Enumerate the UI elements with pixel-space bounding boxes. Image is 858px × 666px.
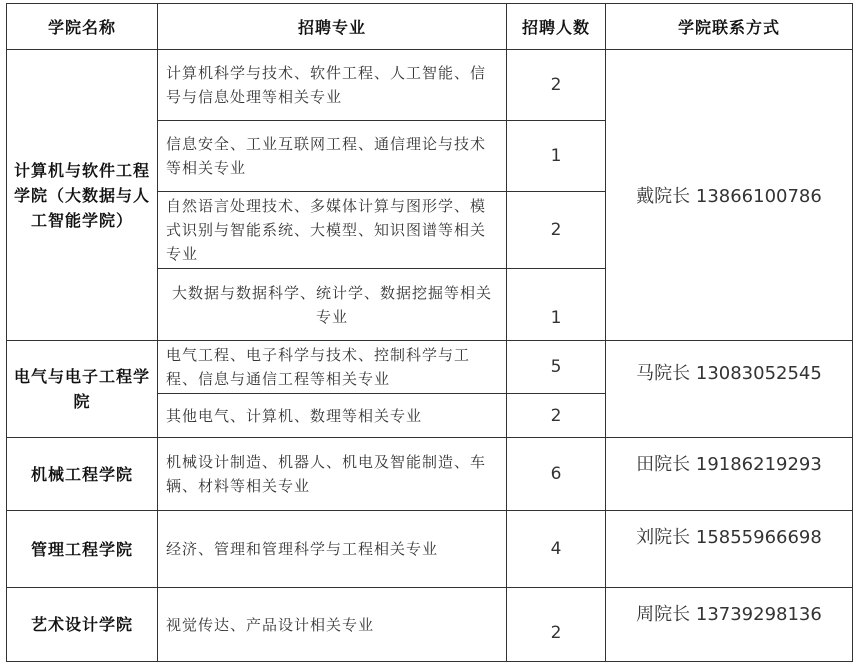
count-cell: 2 bbox=[507, 588, 606, 662]
major-cell: 机械设计制造、机器人、机电及智能制造、车辆、材料等相关专业 bbox=[158, 438, 507, 511]
college-name: 机械工程学院 bbox=[7, 438, 158, 511]
major-cell: 信息安全、工业互联网工程、通信理论与技术等相关专业 bbox=[158, 121, 507, 192]
count-cell: 1 bbox=[507, 269, 606, 341]
major-cell: 视觉传达、产品设计相关专业 bbox=[158, 588, 507, 662]
college-name: 艺术设计学院 bbox=[7, 588, 158, 662]
college-name: 管理工程学院 bbox=[7, 511, 158, 588]
count-cell: 2 bbox=[507, 50, 606, 121]
major-cell: 电气工程、电子科学与技术、控制科学与工程、信息与通信工程等相关专业 bbox=[158, 341, 507, 394]
contact-cell: 田院长 19186219293 bbox=[606, 438, 853, 511]
contact-cell: 马院长 13083052545 bbox=[606, 341, 853, 438]
header-contact: 学院联系方式 bbox=[606, 4, 853, 50]
header-college: 学院名称 bbox=[7, 4, 158, 50]
header-major: 招聘专业 bbox=[158, 4, 507, 50]
contact-cell: 周院长 13739298136 bbox=[606, 588, 853, 662]
count-cell: 5 bbox=[507, 341, 606, 394]
count-cell: 4 bbox=[507, 511, 606, 588]
table-row bbox=[7, 588, 853, 662]
table-row bbox=[7, 341, 853, 394]
table-row bbox=[7, 50, 853, 121]
major-cell: 经济、管理和管理科学与工程相关专业 bbox=[158, 511, 507, 588]
college-name: 电气与电子工程学院 bbox=[7, 341, 158, 438]
header-row bbox=[7, 4, 853, 50]
college-name: 计算机与软件工程学院（大数据与人工智能学院） bbox=[7, 50, 158, 341]
major-cell: 大数据与数据科学、统计学、数据挖掘等相关专业 bbox=[158, 269, 507, 341]
count-cell: 1 bbox=[507, 121, 606, 192]
major-cell: 计算机科学与技术、软件工程、人工智能、信号与信息处理等相关专业 bbox=[158, 50, 507, 121]
recruitment-table bbox=[6, 3, 853, 662]
contact-cell: 刘院长 15855966698 bbox=[606, 511, 853, 588]
header-count: 招聘人数 bbox=[507, 4, 606, 50]
major-cell: 自然语言处理技术、多媒体计算与图形学、模式识别与智能系统、大模型、知识图谱等相关专业 bbox=[158, 192, 507, 269]
count-cell: 2 bbox=[507, 394, 606, 438]
count-cell: 2 bbox=[507, 192, 606, 269]
contact-cell: 戴院长 13866100786 bbox=[606, 50, 853, 341]
table-row bbox=[7, 438, 853, 511]
major-cell: 其他电气、计算机、数理等相关专业 bbox=[158, 394, 507, 438]
count-cell: 6 bbox=[507, 438, 606, 511]
table-row bbox=[7, 511, 853, 588]
